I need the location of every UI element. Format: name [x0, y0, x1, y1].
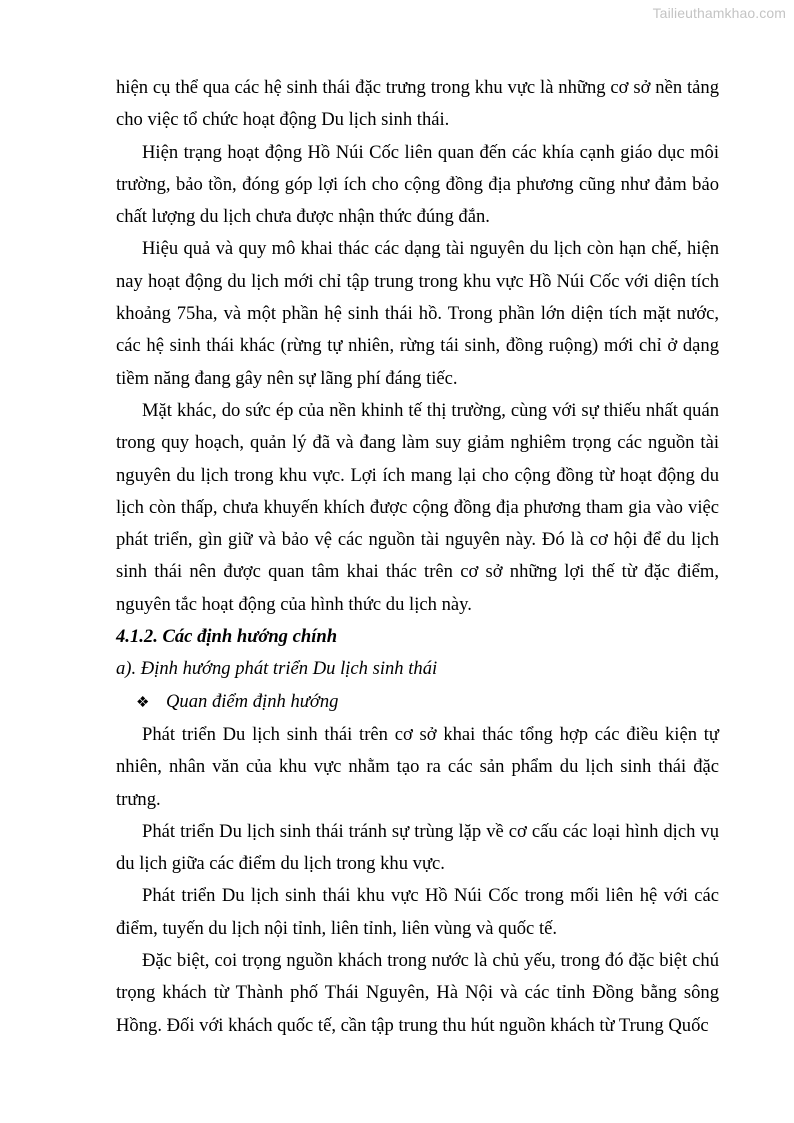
paragraph-continuation: hiện cụ thể qua các hệ sinh thái đặc trưng trong khu vực là những cơ sở nền tảng cho việc tổ chức hoạt động Du lịch sinh thái.	[116, 77, 719, 131]
bullet-item	[116, 686, 719, 719]
subsection-heading: a). Định hướng phát triển Du lịch sinh thái	[116, 658, 438, 680]
paragraph: Đặc biệt, coi trọng nguồn khách trong nước là chủ yếu, trong đó đặc biệt chú trọng khách từ Thành phố Thái Nguyên, Hà Nội và các tỉnh Đồng bằng sông Hồng. Đối với khách quốc tế, cần tập trung thu hút nguồn khách từ Trung Quốc	[116, 950, 719, 1036]
paragraph: Phát triển Du lịch sinh thái tránh sự trùng lặp về cơ cấu các loại hình dịch vụ du lịch giữa các điểm du lịch trong khu vực.	[116, 820, 719, 875]
paragraph: Phát triển Du lịch sinh thái khu vực Hồ Núi Cốc trong mối liên hệ với các điểm, tuyến du lịch nội tỉnh, liên tỉnh, liên vùng và quốc tế.	[116, 885, 719, 939]
paragraph: Phát triển Du lịch sinh thái trên cơ sở khai thác tổng hợp các điều kiện tự nhiên, nhân văn của khu vực nhằm tạo ra các sản phẩm du lịch sinh thái đặc trưng.	[116, 723, 719, 810]
section-heading: 4.1.2. Các định hướng chính	[116, 626, 338, 648]
document-page	[116, 72, 719, 1042]
paragraph: Hiệu quả và quy mô khai thác các dạng tài nguyên du lịch còn hạn chế, hiện nay hoạt động du lịch mới chỉ tập trung trong khu vực Hồ Núi Cốc với diện tích khoảng 75ha, và một phần hệ sinh thái hồ. Trong phần lớn diện tích mặt nước, các hệ sinh thái khác (rừng tự nhiên, rừng tái sinh, đồng ruộng) mới chỉ ở dạng tiềm năng đang gây nên sự lãng phí đáng tiếc.	[116, 238, 719, 389]
paragraph: Hiện trạng hoạt động Hồ Núi Cốc liên quan đến các khía cạnh giáo dục môi trường, bảo tồn, đóng góp lợi ích cho cộng đồng địa phương cũng như đảm bảo chất lượng du lịch chưa được nhận thức đúng đắn.	[116, 141, 719, 228]
watermark: Tailieuthamkhao.com	[652, 5, 786, 21]
paragraph: Mặt khác, do sức ép của nền khinh tế thị trường, cùng với sự thiếu nhất quán trong quy hoạch, quản lý đã và đang làm suy giảm nghiêm trọng các nguồn tài nguyên du lịch trong khu vực. Lợi ích mang lại cho cộng đồng từ hoạt động du lịch còn thấp, chưa khuyến khích được cộng đồng địa phương tham gia vào việc phát triển, gìn giữ và bảo vệ các nguồn tài nguyên này. Đó là cơ hội để du lịch sinh thái nên được quan tâm khai thác trên cơ sở những lợi thế từ đặc điểm, nguyên tắc hoạt động của hình thức du lịch này.	[116, 399, 719, 615]
diamond-bullet-icon: ❖	[136, 694, 150, 711]
bullet-label: Quan điểm định hướng	[166, 690, 339, 712]
